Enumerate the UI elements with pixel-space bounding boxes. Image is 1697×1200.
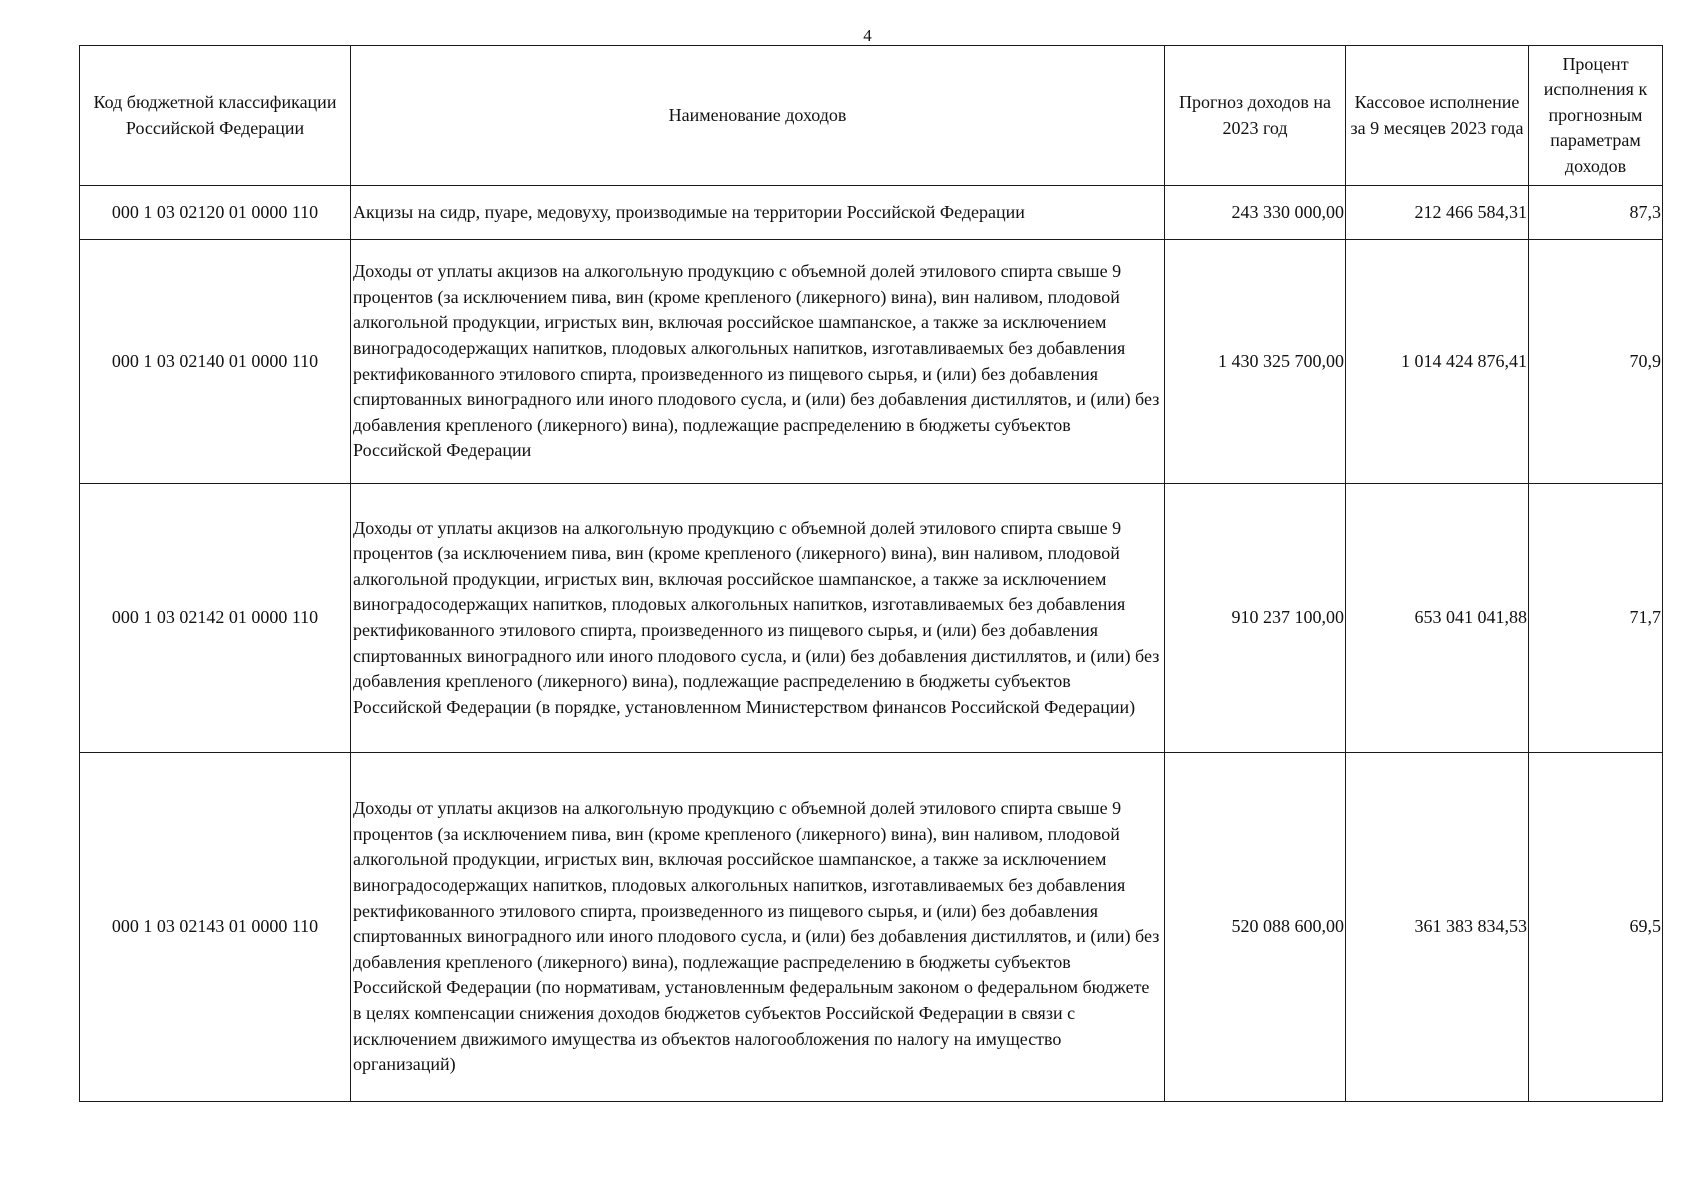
header-revenue-name: Наименование доходов [351,46,1165,186]
table-row [80,240,1663,484]
row-revenue-name: Доходы от уплаты акцизов на алкогольную продукцию с объемной долей этилового спирта свыше 9 процентов (за исключением пива, вин (кроме крепленого (ликерного) вина), вин наливом, плодовой алкогольной продукции, игристых вин, включая российское шампанское, а также за исключением виноградосодержащих напитков, плодовых алкогольных напитков, изготавливаемых без добавления ректификованного этилового спирта, произведенного из пищевого сырья, и (или) без добавления спиртованных виноградного или иного плодового сусла, и (или) без добавления дистиллятов, и (или) без добавления крепленого (ликерного) вина), подлежащие распределению в бюджеты субъектов Российской Федерации (по нормативам, установленным федеральным законом о федеральном бюджете в целях компенсации снижения доходов бюджетов субъектов Российской Федерации в связи с исключением движимого имущества из объектов налогообложения по налогу на имущество организаций) [351,753,1165,1102]
header-cash-execution: Кассовое исполнение за 9 месяцев 2023 года [1346,46,1529,186]
row-cash-execution: 212 466 584,31 [1346,186,1529,240]
row-forecast: 1 430 325 700,00 [1165,240,1346,484]
row-cash-execution: 1 014 424 876,41 [1346,240,1529,484]
table-row [80,484,1663,753]
row-cash-execution: 653 041 041,88 [1346,484,1529,753]
row-execution-percent: 70,9 [1529,240,1663,484]
table-row [80,753,1663,1102]
row-revenue-name: Доходы от уплаты акцизов на алкогольную продукцию с объемной долей этилового спирта свыше 9 процентов (за исключением пива, вин (кроме крепленого (ликерного) вина), вин наливом, плодовой алкогольной продукции, игристых вин, включая российское шампанское, а также за исключением виноградосодержащих напитков, плодовых алкогольных напитков, изготавливаемых без добавления ректификованного этилового спирта, произведенного из пищевого сырья, и (или) без добавления спиртованных виноградного или иного плодового сусла, и (или) без добавления дистиллятов, и (или) без добавления крепленого (ликерного) вина), подлежащие распределению в бюджеты субъектов Российской Федерации [351,240,1165,484]
row-budget-code: 000 1 03 02120 01 0000 110 [80,186,351,240]
row-execution-percent: 69,5 [1529,753,1663,1102]
row-forecast: 520 088 600,00 [1165,753,1346,1102]
row-execution-percent: 87,3 [1529,186,1663,240]
revenue-table [79,45,1663,1102]
table-body [80,186,1663,1102]
row-budget-code: 000 1 03 02142 01 0000 110 [80,484,351,753]
header-row [80,46,1663,186]
page-number: 4 [863,26,872,45]
row-forecast: 910 237 100,00 [1165,484,1346,753]
row-budget-code: 000 1 03 02143 01 0000 110 [80,753,351,1102]
row-forecast: 243 330 000,00 [1165,186,1346,240]
row-revenue-name: Акцизы на сидр, пуаре, медовуху, производимые на территории Российской Федерации [351,186,1165,240]
header-budget-code: Код бюджетной классификации Российской Федерации [80,46,351,186]
table-row [80,186,1663,240]
row-execution-percent: 71,7 [1529,484,1663,753]
header-forecast: Прогноз доходов на 2023 год [1165,46,1346,186]
row-cash-execution: 361 383 834,53 [1346,753,1529,1102]
table-header [80,46,1663,186]
row-revenue-name: Доходы от уплаты акцизов на алкогольную продукцию с объемной долей этилового спирта свыше 9 процентов (за исключением пива, вин (кроме крепленого (ликерного) вина), вин наливом, плодовой алкогольной продукции, игристых вин, включая российское шампанское, а также за исключением виноградосодержащих напитков, плодовых алкогольных напитков, изготавливаемых без добавления ректификованного этилового спирта, произведенного из пищевого сырья, и (или) без добавления спиртованных виноградного или иного плодового сусла, и (или) без добавления дистиллятов, и (или) без добавления крепленого (ликерного) вина), подлежащие распределению в бюджеты субъектов Российской Федерации (в порядке, установленном Министерством финансов Российской Федерации) [351,484,1165,753]
row-budget-code: 000 1 03 02140 01 0000 110 [80,240,351,484]
header-execution-percent: Процент исполнения к прогнозным параметрам доходов [1529,46,1663,186]
